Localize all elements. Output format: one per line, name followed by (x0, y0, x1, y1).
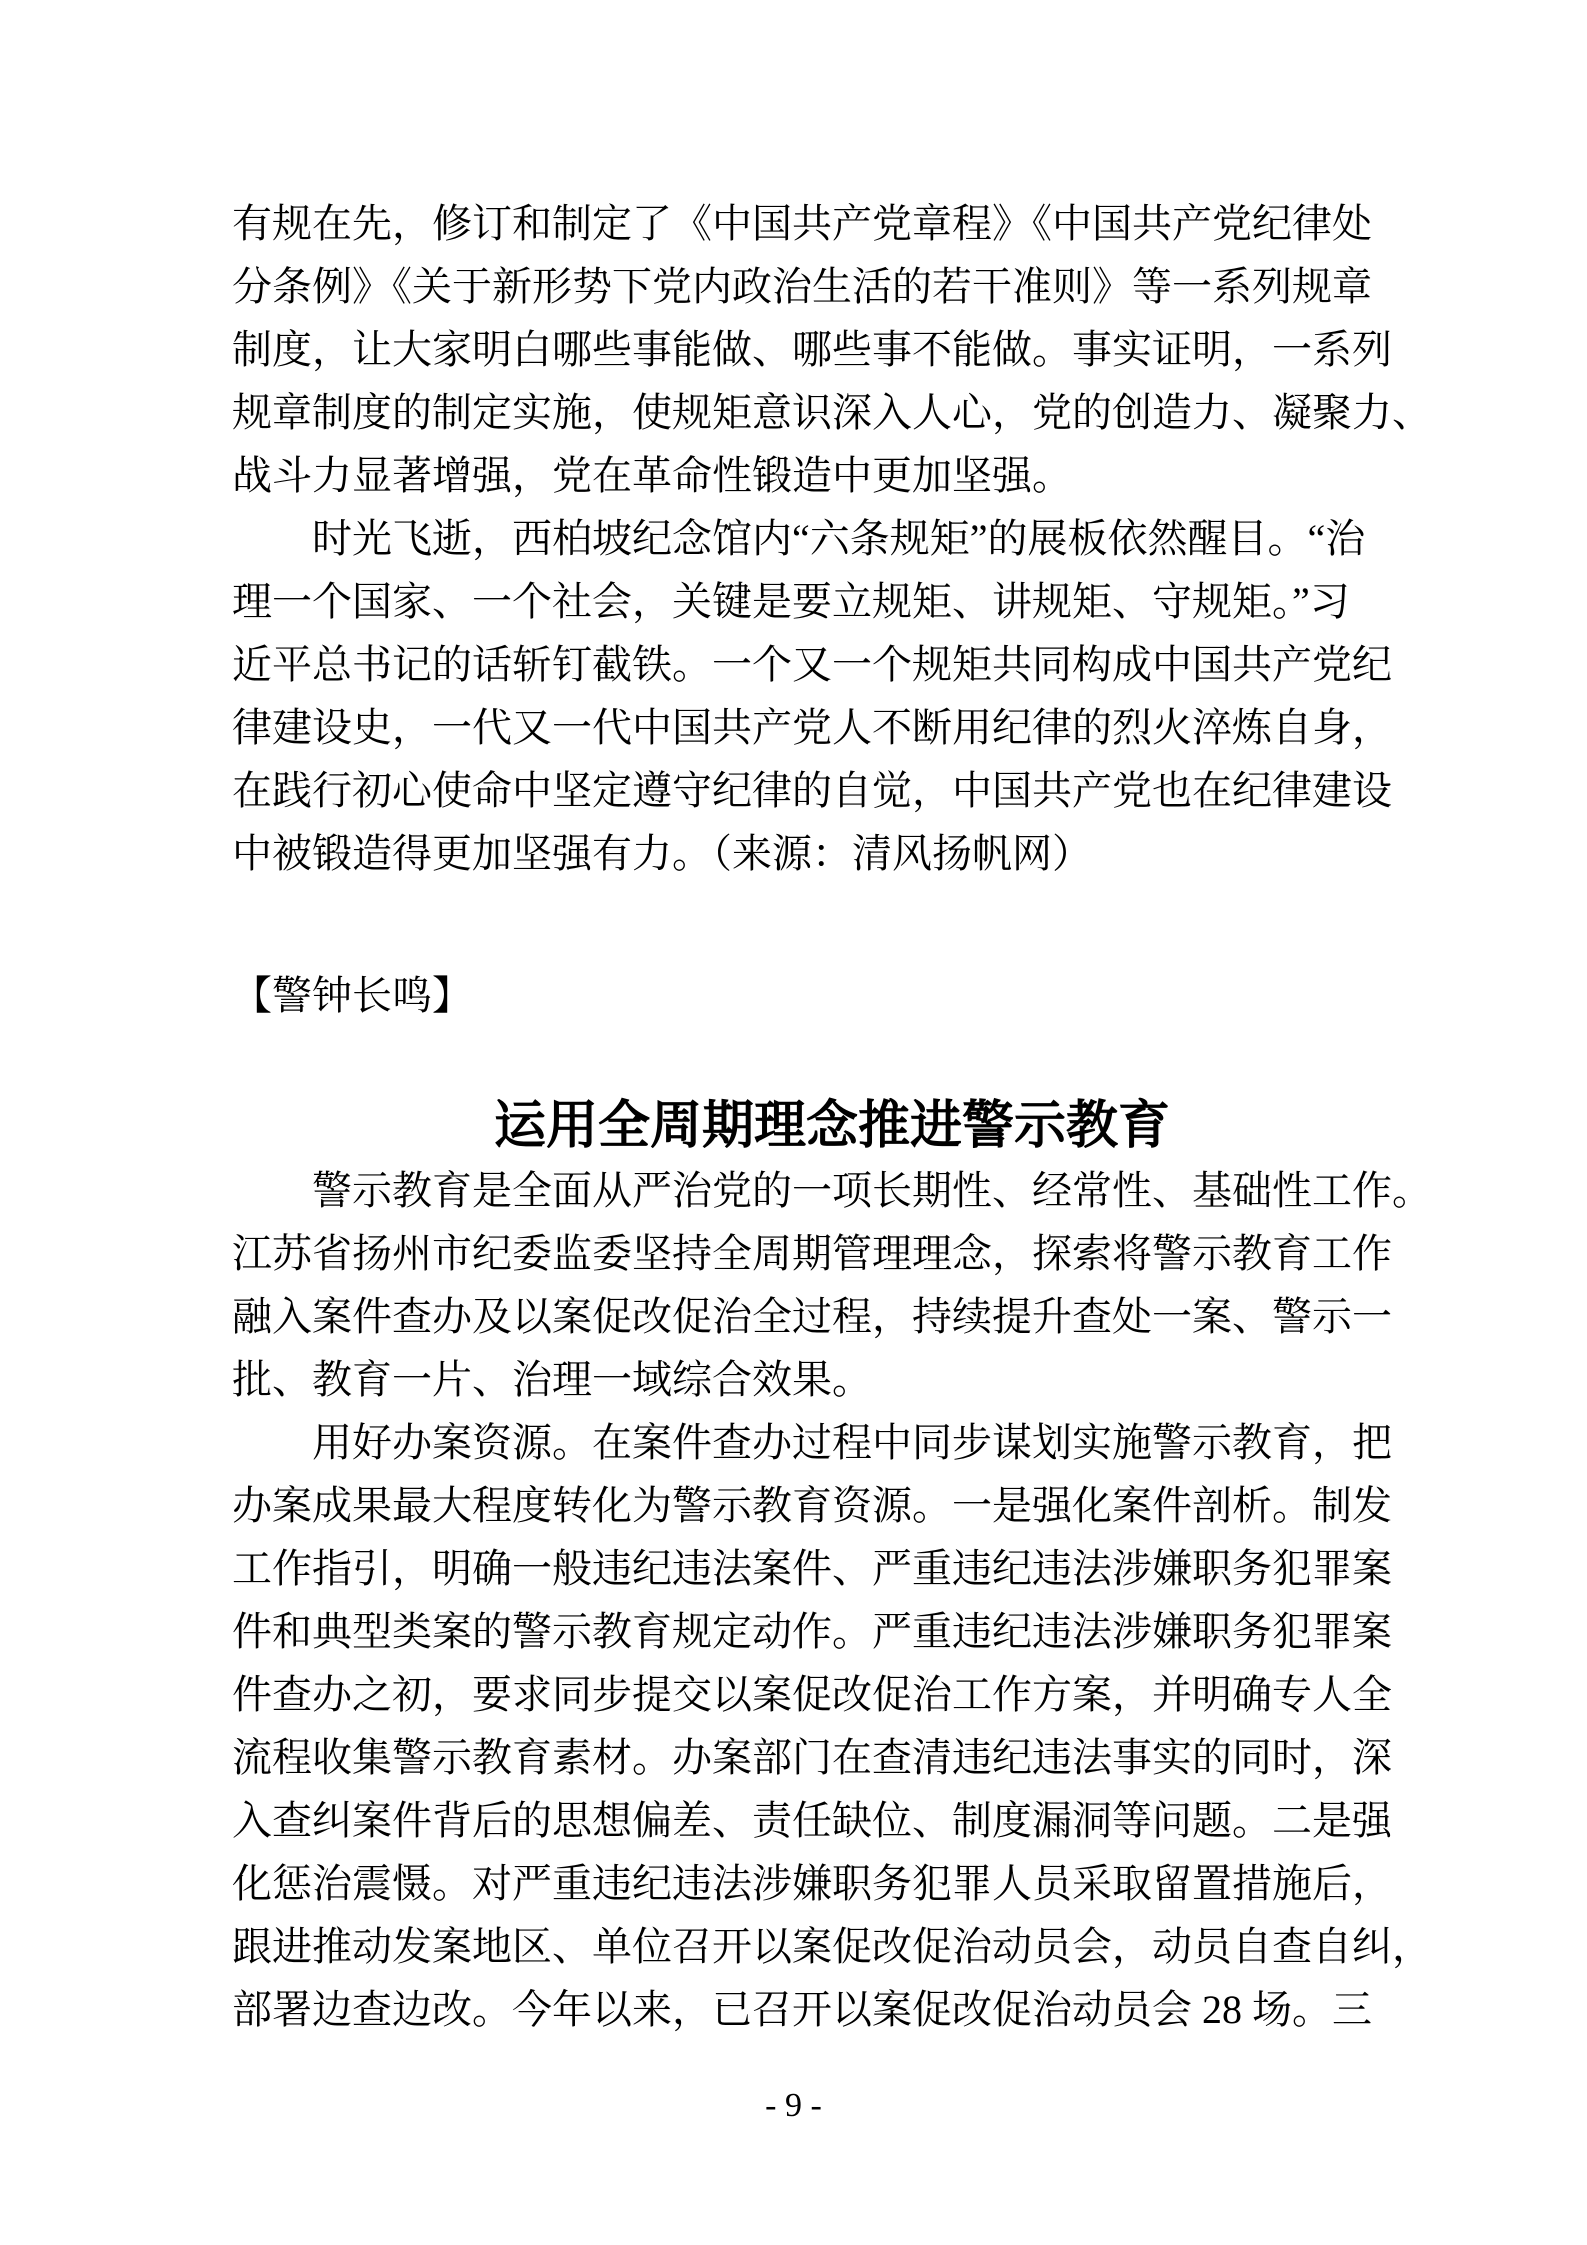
text-line: 制度，让大家明白哪些事能做、哪些事不能做。事实证明，一系列 (232, 327, 1392, 372)
text-line: 时光飞逝，西柏坡纪念馆内“六条规矩”的展板依然醒目。“治 (312, 516, 1366, 561)
article-title: 运用全周期理念推进警示教育 (493, 1098, 1170, 1155)
text-line: 警示教育是全面从严治党的一项长期性、经常性、基础性工作。 (312, 1168, 1432, 1213)
section-heading: 【警钟长鸣】 (232, 973, 472, 1018)
text-line: 分条例》《关于新形势下党内政治生活的若干准则》等一系列规章 (232, 264, 1372, 309)
text-line: 规章制度的制定实施，使规矩意识深入人心，党的创造力、凝聚力、 (232, 390, 1432, 435)
text-line: 件查办之初，要求同步提交以案促改促治工作方案，并明确专人全 (232, 1672, 1392, 1717)
page-number: - 9 - (765, 2087, 822, 2124)
text-line: 有规在先，修订和制定了《中国共产党章程》《中国共产党纪律处 (232, 201, 1372, 246)
text-line: 跟进推动发案地区、单位召开以案促改促治动员会，动员自查自纠， (232, 1924, 1432, 1969)
text-line: 流程收集警示教育素材。办案部门在查清违纪违法事实的同时，深 (232, 1735, 1392, 1780)
text-line: 入查纠案件背后的思想偏差、责任缺位、制度漏洞等问题。二是强 (232, 1798, 1392, 1843)
paragraph (232, 1411, 1432, 2041)
text-line: 中被锻造得更加坚强有力。（来源：清风扬帆网） (232, 831, 1092, 876)
text-line: 战斗力显著增强，党在革命性锻造中更加坚强。 (232, 453, 1072, 498)
text-line: 江苏省扬州市纪委监委坚持全周期管理理念，探索将警示教育工作 (232, 1231, 1392, 1276)
text-line: 批、教育一片、治理一域综合效果。 (232, 1357, 872, 1402)
text-line: 化惩治震慑。对严重违纪违法涉嫌职务犯罪人员采取留置措施后， (232, 1861, 1392, 1906)
text-line: 办案成果最大程度转化为警示教育资源。一是强化案件剖析。制发 (232, 1483, 1392, 1528)
text-line: 理一个国家、一个社会，关键是要立规矩、讲规矩、守规矩。”习 (232, 579, 1350, 624)
page-body (232, 192, 1432, 2041)
text-line: 工作指引，明确一般违纪违法案件、严重违纪违法涉嫌职务犯罪案 (232, 1546, 1392, 1591)
text-line: 律建设史，一代又一代中国共产党人不断用纪律的烈火淬炼自身， (232, 705, 1392, 750)
text-line: 在践行初心使命中坚定遵守纪律的自觉，中国共产党也在纪律建设 (232, 768, 1392, 813)
text-line: 用好办案资源。在案件查办过程中同步谋划实施警示教育，把 (312, 1420, 1392, 1465)
paragraph (232, 192, 1432, 507)
paragraph (232, 1159, 1432, 1411)
text-line: 部署边查边改。今年以来，已召开以案促改促治动员会 28 场。三 (232, 1987, 1372, 2032)
paragraph (232, 507, 1432, 885)
text-line: 融入案件查办及以案促改促治全过程，持续提升查处一案、警示一 (232, 1294, 1392, 1339)
text-line: 件和典型类案的警示教育规定动作。严重违纪违法涉嫌职务犯罪案 (232, 1609, 1392, 1654)
text-line: 近平总书记的话斩钉截铁。一个又一个规矩共同构成中国共产党纪 (232, 642, 1392, 687)
